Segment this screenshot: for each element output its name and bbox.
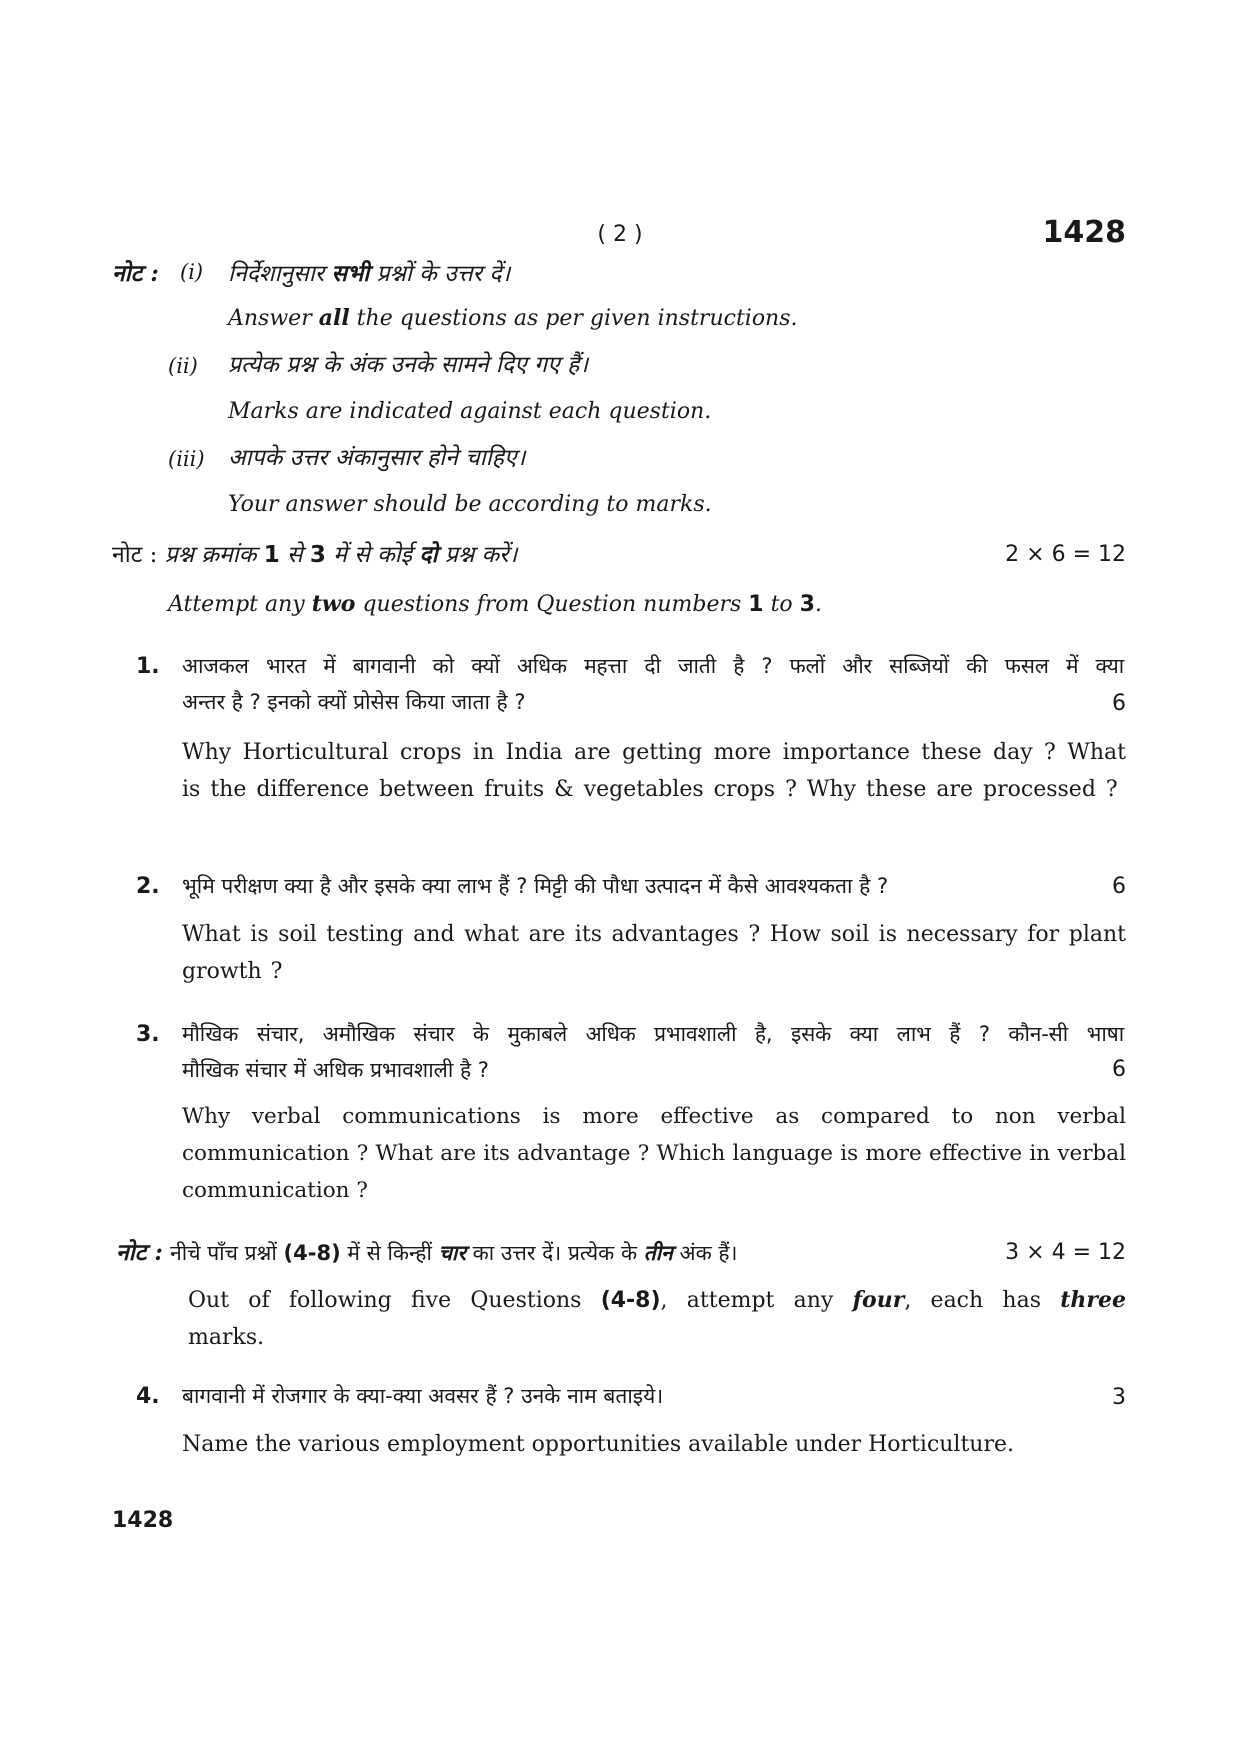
instruction-3-hindi: आपके उत्तर अंकानुसार होने चाहिए। xyxy=(228,445,526,471)
page-indicator: ( 2 ) xyxy=(597,222,643,247)
question-3-english: Why verbal communications is more effective as compared to non verbal communication ? What are its advantage ? Which language is more effective in verbal communication ? xyxy=(182,1104,1126,1203)
section-a-hindi-e: प्रश्न करें। xyxy=(437,542,518,568)
question-1-hindi-line1: आजकल भारत में बागवानी को क्यों अधिक महत्ता दी जाती है ? फलों और सब्जियों की फसल में क्या xyxy=(182,654,1124,678)
section-a-english-d: to xyxy=(763,592,800,617)
section-b-note-label: नोट : xyxy=(116,1239,163,1266)
section-b-hindi-range: (4-8) xyxy=(283,1241,341,1265)
instruction-1-english-emphasis: all xyxy=(318,305,350,331)
section-a-english xyxy=(168,586,822,623)
question-3-marks: 6 xyxy=(1112,1057,1126,1082)
instruction-1-english xyxy=(228,300,798,337)
section-b-hindi-f: अंक हैं। xyxy=(672,1241,738,1265)
section-a-note-label: नोट : xyxy=(112,542,158,568)
section-b-english-line2: marks. xyxy=(188,1325,265,1350)
instruction-1-hindi-text-c: प्रश्नों के उत्तर दें। xyxy=(369,261,511,287)
instruction-1-hindi-text-a: निर्देशानुसार xyxy=(228,261,332,287)
instruction-2-hindi: प्रत्येक प्रश्न के अंक उनके सामने दिए गए हैं। xyxy=(228,352,589,378)
section-a-hindi-n1: 1 xyxy=(263,542,280,568)
section-b-english-b: , attempt any xyxy=(660,1288,853,1313)
section-b-english-e: three xyxy=(1060,1287,1126,1313)
section-a-english-n1: 1 xyxy=(748,592,764,617)
question-4-number: 4. xyxy=(136,1384,160,1409)
instruction-1-english-text-a: Answer xyxy=(228,306,319,331)
section-b-marks: 3 × 4 = 12 xyxy=(1005,1240,1126,1265)
section-b-english-a: Out of following five Questions xyxy=(188,1288,601,1313)
instructions-note-label: नोट : xyxy=(112,260,159,287)
instruction-1-hindi xyxy=(228,256,510,292)
question-4-hindi: बागवानी में रोजगार के क्या-क्या अवसर हैं ? उनके नाम बताइये। xyxy=(182,1384,664,1408)
section-b-hindi-e: तीन xyxy=(643,1241,673,1265)
question-2-hindi-line1: भूमि परीक्षण क्या है और इसके क्या लाभ हैं ? मिट्टी की पौधा उत्पादन में कैसे आवश्यकता है ? xyxy=(182,874,889,898)
instruction-num-3: (iii) xyxy=(168,447,205,471)
section-b-hindi-a: नीचे पाँच प्रश्नों xyxy=(170,1241,284,1265)
question-2-marks: 6 xyxy=(1112,874,1126,899)
question-2-english: What is soil testing and what are its advantages ? How soil is necessary for plant growth ? xyxy=(182,922,1126,984)
section-a-english-n2: 3 xyxy=(799,592,815,617)
section-b-english-c: four xyxy=(852,1287,905,1313)
question-3-number: 3. xyxy=(136,1022,160,1047)
paper-code: 1428 xyxy=(1042,215,1126,250)
question-4-marks: 3 xyxy=(1112,1385,1126,1410)
instruction-1-english-text-c: the questions as per given instructions. xyxy=(349,306,798,331)
section-b-english-line1 xyxy=(188,1282,1126,1319)
instruction-num-2: (ii) xyxy=(168,354,198,378)
section-b-note xyxy=(116,1235,976,1271)
question-1-english: Why Horticultural crops in India are getting more importance these day ? What is the difference between fruits & vegetables crops ? Why these are processed ? xyxy=(182,740,1126,802)
section-a-english-e: . xyxy=(814,592,822,617)
section-a-hindi-c: में से कोई xyxy=(325,542,420,568)
section-a-hindi-b: से xyxy=(279,542,310,568)
section-b-english-d: , each has xyxy=(904,1288,1061,1313)
question-2-number: 2. xyxy=(136,874,160,899)
section-b-hindi-c: चार xyxy=(438,1241,466,1265)
instruction-num-1: (i) xyxy=(180,260,204,284)
question-1-hindi-line2: अन्तर है ? इनको क्यों प्रोसेस किया जाता है ? xyxy=(182,690,526,714)
section-a-english-b: two xyxy=(311,591,356,617)
footer-paper-code: 1428 xyxy=(112,1508,174,1533)
question-1-number: 1. xyxy=(136,654,160,679)
section-a-english-a: Attempt any xyxy=(168,592,312,617)
section-b-hindi-b: में से किन्हीं xyxy=(340,1241,439,1265)
section-a-hindi-n2: 3 xyxy=(309,542,326,568)
question-3-hindi-line1: मौखिक संचार, अमौखिक संचार के मुकाबले अधिक प्रभावशाली है, इसके क्या लाभ हैं ? कौन-सी भाषा xyxy=(182,1022,1124,1046)
section-b-hindi-d: का उत्तर दें। प्रत्येक के xyxy=(465,1241,644,1265)
question-4-english: Name the various employment opportunities available under Horticulture. xyxy=(182,1432,1015,1457)
section-a-note xyxy=(112,537,972,573)
section-b-english-range: (4-8) xyxy=(600,1288,661,1313)
instruction-1-hindi-emphasis: सभी xyxy=(331,260,370,287)
section-a-marks: 2 × 6 = 12 xyxy=(1005,542,1126,567)
section-a-hindi-a: प्रश्न क्रमांक xyxy=(164,542,264,568)
instruction-2-english: Marks are indicated against each question. xyxy=(228,399,712,424)
section-a-hindi-d: दो xyxy=(419,541,438,568)
question-1-marks: 6 xyxy=(1112,691,1126,716)
instruction-3-english: Your answer should be according to marks. xyxy=(228,492,712,517)
section-a-english-c: questions from Question numbers xyxy=(355,592,749,617)
question-3-hindi-line2: मौखिक संचार में अधिक प्रभावशाली है ? xyxy=(182,1058,489,1082)
